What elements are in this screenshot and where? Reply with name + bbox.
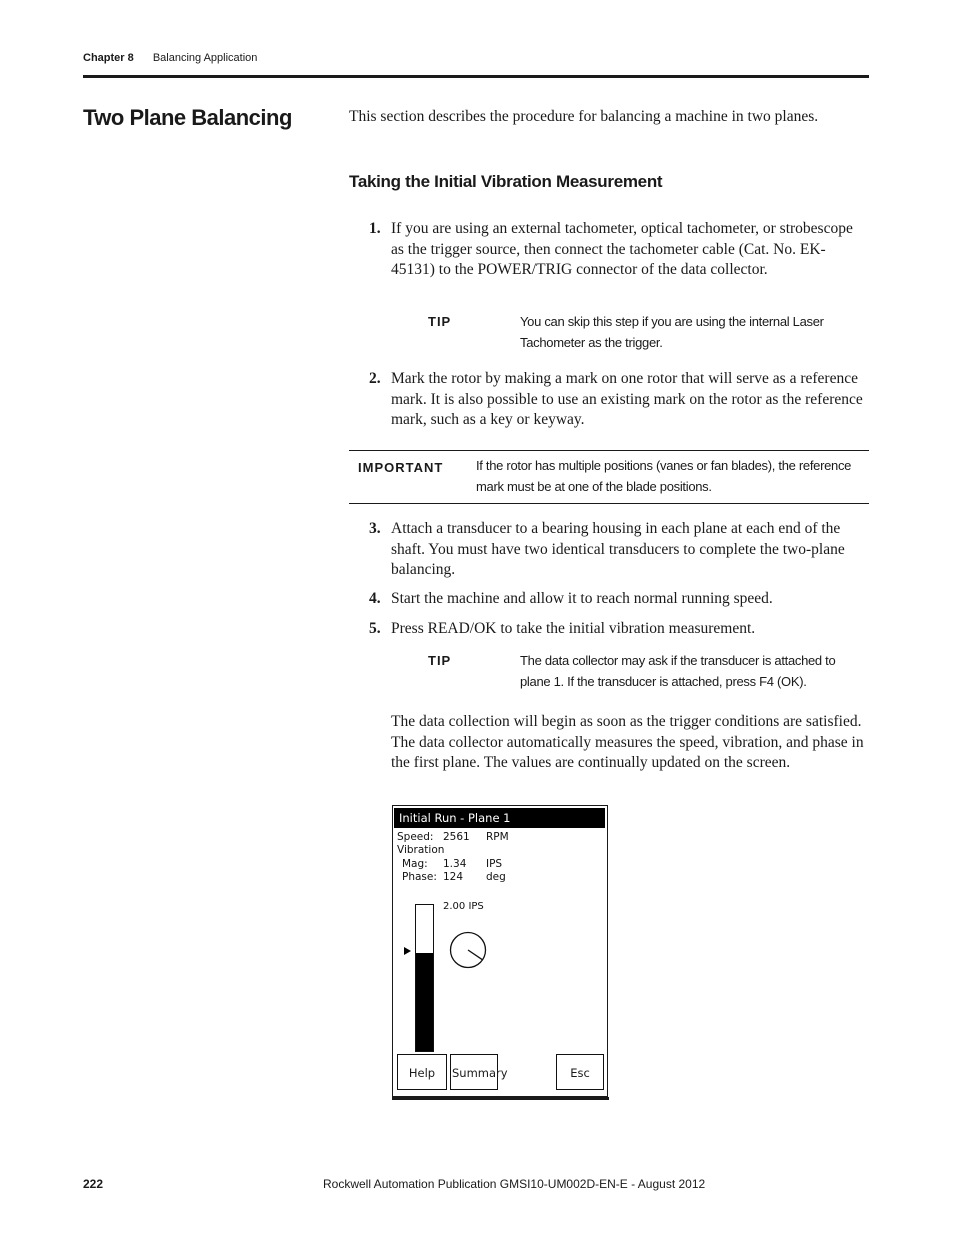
step-5	[349, 619, 869, 640]
device-screen	[392, 805, 608, 1097]
step-number: 3.	[369, 520, 381, 537]
step-2	[349, 369, 869, 431]
step-text: Attach a transducer to a bearing housing in each plane at each end of the shaft. You must have two identical transducers to complete the two-plane balancing.	[391, 520, 845, 578]
speed-label: Speed:	[397, 831, 434, 843]
summary-button[interactable]: Summary	[450, 1054, 498, 1090]
step-number: 1.	[369, 220, 381, 237]
important-label: IMPORTANT	[358, 460, 444, 475]
help-button[interactable]: Help	[397, 1054, 447, 1090]
mag-value: 1.34	[443, 858, 467, 870]
publication-info: Rockwell Automation Publication GMSI10-UM002D-EN-E - August 2012	[323, 1177, 706, 1191]
tip-box	[428, 312, 869, 353]
esc-button[interactable]: Esc	[556, 1054, 604, 1090]
vibration-bar-fill	[416, 953, 433, 1051]
step-3	[349, 519, 869, 581]
page-title: Two Plane Balancing	[83, 105, 292, 130]
step-text: Start the machine and allow it to reach normal running speed.	[391, 590, 773, 607]
step-4	[349, 589, 869, 610]
important-box	[349, 450, 869, 504]
subheading: Taking the Initial Vibration Measurement	[349, 172, 663, 191]
speed-value: 2561	[443, 831, 470, 843]
step-text: If you are using an external tachometer, optical tachometer, or strobescope as the trigger source, then connect the tachometer cable (Cat. No. EK- 45131) to the POWER/TRIG connector of the data collector.	[391, 220, 853, 278]
phase-unit: deg	[486, 871, 506, 883]
tip-text: You can skip this step if you are using the internal Laser Tachometer as the trigger.	[520, 314, 824, 350]
speed-unit: RPM	[486, 831, 509, 843]
step-number: 2.	[369, 370, 381, 387]
vibration-bar	[415, 904, 434, 1052]
tip-label: TIP	[428, 653, 452, 668]
screen-bottom-rule	[392, 1097, 609, 1100]
phase-value: 124	[443, 871, 464, 883]
scale-label: 2.00 IPS	[443, 901, 484, 912]
tip-text: The data collector may ask if the transducer is attached to plane 1. If the transducer is attached, press F4 (OK).	[520, 653, 836, 689]
mag-label: Mag:	[402, 858, 428, 870]
step-text: Mark the rotor by making a mark on one rotor that will serve as a reference mark. It is also possible to use an existing mark on the rotor as the reference mark, such as a key or keyway.	[391, 370, 863, 428]
phase-dial-icon	[448, 930, 488, 970]
section-label: Balancing Application	[152, 52, 258, 64]
tip-box	[428, 651, 869, 692]
body-paragraph: The data collection will begin as soon as the trigger conditions are satisfied. The data collector automatically measures the speed, vibration, and phase in the first plane. The values are continually updated on the screen.	[391, 713, 864, 771]
step-text: Press READ/OK to take the initial vibration measurement.	[391, 620, 756, 637]
screen-title: Initial Run - Plane 1	[394, 808, 605, 828]
phase-label: Phase:	[402, 871, 437, 883]
header-rule	[83, 75, 869, 78]
vibration-label: Vibration	[397, 844, 445, 856]
step-number: 5.	[369, 620, 381, 637]
important-text: If the rotor has multiple positions (vanes or fan blades), the reference mark must be at one of the blade positions.	[476, 458, 852, 494]
chapter-label: Chapter 8	[83, 52, 134, 64]
step-1	[349, 219, 869, 281]
bar-marker-icon	[404, 947, 411, 955]
step-number: 4.	[369, 590, 381, 607]
tip-label: TIP	[428, 314, 452, 329]
mag-unit: IPS	[486, 858, 503, 870]
intro-text: This section describes the procedure for balancing a machine in two planes.	[349, 108, 819, 125]
page-number: 222	[83, 1177, 104, 1191]
running-header	[83, 52, 257, 64]
